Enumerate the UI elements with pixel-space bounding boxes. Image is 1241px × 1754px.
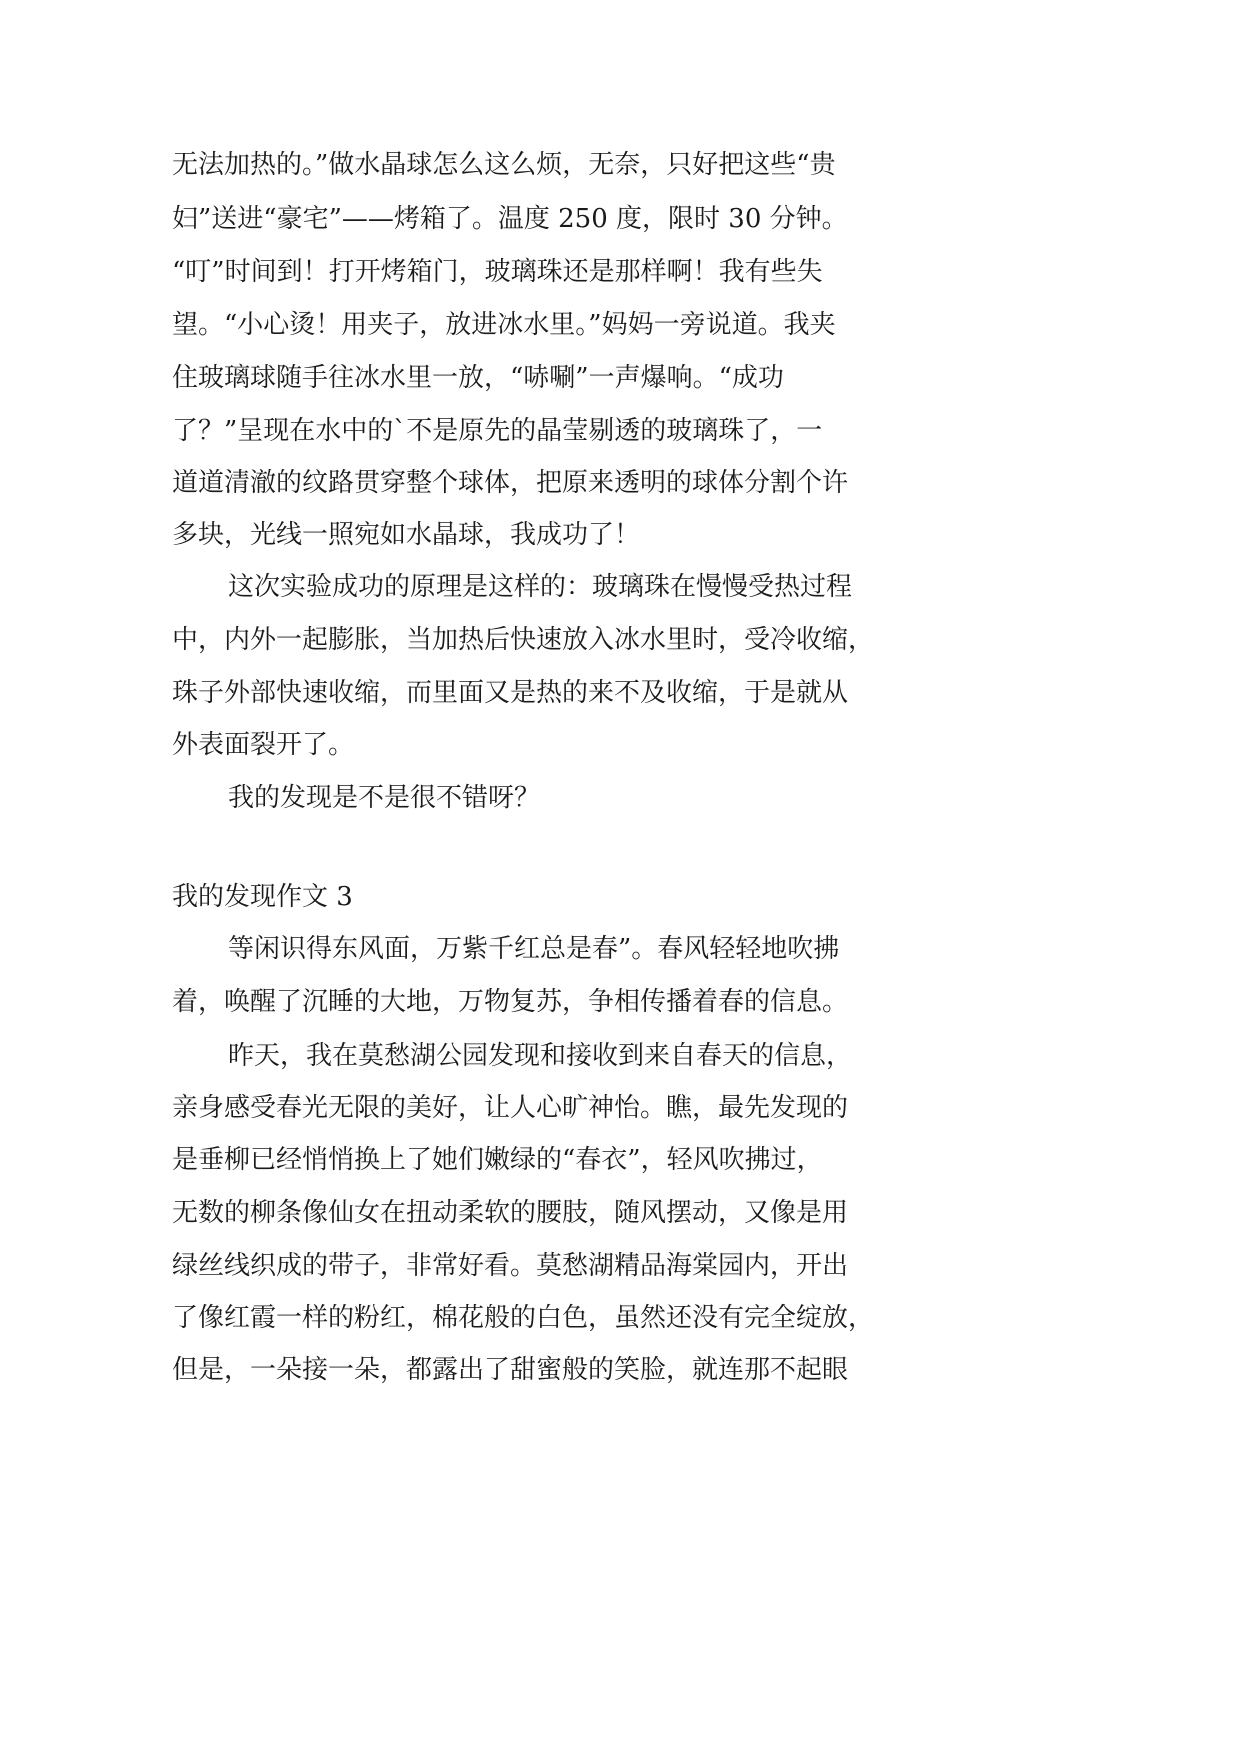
text-line: 是垂柳已经悄悄换上了她们嫩绿的“春衣”，轻风吹拂过， xyxy=(172,1145,823,1175)
text-line: 珠子外部快速收缩，而里面又是热的来不及收缩，于是就从 xyxy=(172,678,849,708)
text-line: 无法加热的。”做水晶球怎么这么烦，无奈，只好把这些“贵 xyxy=(172,150,836,180)
text-line: 亲身感受春光无限的美好，让人心旷神怡。瞧，最先发现的 xyxy=(172,1093,849,1123)
text-line: 外表面裂开了。 xyxy=(172,730,355,760)
text-line: 中，内外一起膨胀，当加热后快速放入冰水里时，受冷收缩， xyxy=(172,625,875,655)
text-line: 绿丝线织成的带子，非常好看。莫愁湖精品海棠园内，开出 xyxy=(172,1251,849,1281)
paragraph-start-line: 昨天，我在莫愁湖公园发现和接收到来自春天的信息， xyxy=(228,1041,853,1071)
text-line: 妇”送进“豪宅”——烤箱了。温度 250 度，限时 30 分钟。 xyxy=(172,204,848,234)
text-line: 道道清澈的纹路贯穿整个球体，把原来透明的球体分割个许 xyxy=(172,468,849,498)
text-line: 多块，光线一照宛如水晶球，我成功了！ xyxy=(172,520,641,550)
section-heading: 我的发现作文 3 xyxy=(172,882,353,912)
text-line: 了？”呈现在水中的`不是原先的晶莹剔透的玻璃珠了，一 xyxy=(172,416,823,446)
text-line: 住玻璃球随手往冰水里一放，“哧唰”一声爆响。“成功 xyxy=(172,363,784,393)
text-line: “叮”时间到！打开烤箱门，玻璃珠还是那样啊！我有些失 xyxy=(172,257,823,287)
paragraph-start-line: 等闲识得东风面，万紫千红总是春”。春风轻轻地吹拂 xyxy=(228,934,840,964)
text-line: 望。“小心烫！用夹子，放进冰水里。”妈妈一旁说道。我夹 xyxy=(172,310,836,340)
text-line: 无数的柳条像仙女在扭动柔软的腰肢，随风摆动，又像是用 xyxy=(172,1198,849,1228)
text-line: 但是，一朵接一朵，都露出了甜蜜般的笑脸，就连那不起眼 xyxy=(172,1355,849,1385)
text-line: 着，唤醒了沉睡的大地，万物复苏，争相传播着春的信息。 xyxy=(172,987,849,1017)
paragraph-start-line: 这次实验成功的原理是这样的：玻璃珠在慢慢受热过程 xyxy=(228,572,853,602)
paragraph-start-line: 我的发现是不是很不错呀？ xyxy=(228,783,541,813)
text-line: 了像红霞一样的粉红，棉花般的白色，虽然还没有完全绽放， xyxy=(172,1303,875,1333)
